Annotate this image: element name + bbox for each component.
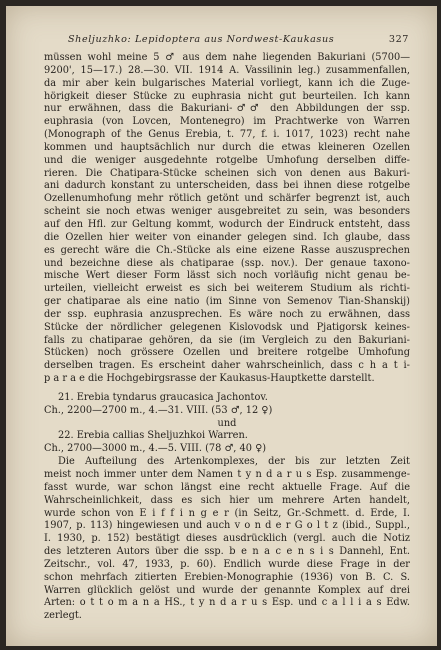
text-line: scheint sie noch etwas weniger ausgebreitet zu sein, was besonders bbox=[44, 206, 410, 218]
species-entry-22 bbox=[44, 430, 410, 456]
text-line: zerlegt. bbox=[44, 610, 82, 622]
species-heading: 21. Erebia tyndarus graucasica Jachontov. bbox=[58, 391, 268, 403]
text-line: urteilen, vielleicht erweist es sich bei weiterem Studium als richti- bbox=[44, 283, 410, 295]
text-line: und bezeichne diese als chatiparae (ssp. nov.). Der genaue taxono- bbox=[44, 257, 410, 269]
text-line: ani dadurch konstant zu unterscheiden, dass bei ihnen diese rotgelbe bbox=[44, 180, 410, 192]
text-line: es gerecht wäre die Ch.-Stücke als eine eizene Rasse auszusprechen bbox=[44, 244, 410, 256]
text-line: die Ozellen hier weiter von einander gelegen sind. Ich glaube, dass bbox=[44, 231, 410, 243]
species-data: Ch., 2200—2700 m., 4.—31. VIII. (53 ♂, 12 ♀) bbox=[44, 404, 273, 416]
text-line: I. 1930, p. 152) bestätigt dieses ausdrücklich (vergl. auch die Notiz bbox=[44, 533, 410, 545]
page-number: 327 bbox=[388, 34, 409, 45]
running-title: Sheljuzhko: Lepidoptera aus Nordwest-Kaukasus bbox=[68, 34, 335, 45]
text-line: da mir aber kein bulgarisches Material vorliegt, kann ich die Zuge- bbox=[44, 77, 410, 89]
text-line: der ssp. euphrasia anzusprechen. Es wäre noch zu erwähnen, dass bbox=[44, 308, 410, 320]
text-line: mische Wert dieser Form lässt sich noch vorläufig nicht genau be- bbox=[44, 270, 410, 282]
text-line: Arten: o t t o m a n a HS., t y n d a r u s Esp. und c a l l i a s Edw. bbox=[44, 597, 410, 609]
text-line: 9200', 15—17.) 28.—30. VII. 1914 A. Vassilinin leg.) zusammenfallen, bbox=[44, 64, 410, 76]
text-line: derselben tragen. Es erscheint daher wahrscheinlich, dass c h a t i- bbox=[44, 360, 410, 372]
text-line: müssen wohl meine 5 ♂ aus dem nahe liegenden Bakuriani (5700— bbox=[44, 52, 410, 63]
text-line: Zeitschr., vol. 47, 1933, p. 60). Endlich wurde diese Frage in der bbox=[44, 558, 410, 570]
text-line: p a r a e die Hochgebirgsrasse der Kaukasus-Hauptkette darstellt. bbox=[44, 373, 375, 385]
text-line: Warren glücklich gelöst und wurde der genannte Komplex auf drei bbox=[44, 584, 410, 596]
species-heading: 22. Erebia callias Sheljuzhkoi Warren. bbox=[58, 430, 248, 442]
conjunction-und: und bbox=[217, 417, 237, 429]
text-line: kommen und hauptsächlich nur durch die etwas kleineren Ozellen bbox=[44, 141, 410, 153]
text-line: fasst wurde, war schon längst eine recht aktuelle Frage. Auf die bbox=[44, 481, 410, 493]
text-line: ger chatiparae als eine natio (im Sinne von Semenov Tian-Shanskij) bbox=[44, 296, 410, 308]
text-line: und die weniger ausgedehnte rotgelbe Umhofung derselben diffe- bbox=[44, 154, 410, 166]
species-data: Ch., 2700—3000 m., 4.—5. VIII. (78 ♂, 40 ♀) bbox=[44, 443, 267, 455]
text-line: wurde schon von E i f f i n g e r (in Seitz, Gr.-Schmett. d. Erde, I. bbox=[44, 507, 410, 519]
paragraph-tyndarus bbox=[44, 456, 410, 623]
text-line: Ozellenumhofung mehr rötlich getönt und schärfer begrenzt ist, auch bbox=[44, 193, 410, 205]
paragraph-euphrasia bbox=[44, 52, 410, 386]
text-line: meist noch immer unter dem Namen t y n d a r u s Esp. zusammenge- bbox=[44, 469, 410, 480]
text-line: (Monograph of the Genus Erebia, t. 77, f. i. 1017, 1023) recht nahe bbox=[44, 129, 410, 141]
text-line: des letzteren Autors über die ssp. b e n a c e n s i s Dannehl, Ent. bbox=[44, 546, 410, 558]
page-header bbox=[68, 34, 409, 48]
text-line: schon mehrfach zitierten Erebien-Monographie (1936) von B. C. S. bbox=[44, 571, 410, 583]
text-line: euphrasia (von Lovcen, Montenegro) im Prachtwerke von Warren bbox=[44, 116, 410, 128]
page-body bbox=[44, 52, 410, 623]
text-line: 1907, p. 113) hingewiesen und auch v o n d e r G o l t z (ibid., Suppl., bbox=[44, 520, 410, 532]
text-line: Stücke der nördlicher gelegenen Kislovodsk und Pjatigorsk keines- bbox=[44, 321, 410, 333]
book-page bbox=[6, 6, 437, 646]
text-line: Die Aufteilung des Artenkomplexes, der bis zur letzten Zeit bbox=[58, 456, 410, 468]
text-line: Stücken) noch grössere Ozellen und breitere rotgelbe Umhofung bbox=[44, 347, 410, 359]
text-line: auf den Hfl. zur Geltung kommt, wodurch der Eindruck entsteht, dass bbox=[44, 218, 410, 230]
text-line: falls zu chatiparae gehören, da sie (im Vergleich zu den Bakuriani- bbox=[44, 334, 410, 346]
text-line: rieren. Die Chatipara-Stücke scheinen sich von denen aus Bakuri- bbox=[44, 167, 410, 179]
text-line: Wahrscheinlichkeit, dass es sich hier um mehrere Arten handelt, bbox=[44, 494, 410, 506]
species-entry-21 bbox=[44, 392, 410, 418]
text-line: nur erwähnen, dass die Bakuriani-♂♂ den Abbildungen der ssp. bbox=[44, 103, 410, 115]
text-line: hörigkeit dieser Stücke zu euphrasia nicht gut beurteilen. Ich kann bbox=[44, 90, 410, 102]
